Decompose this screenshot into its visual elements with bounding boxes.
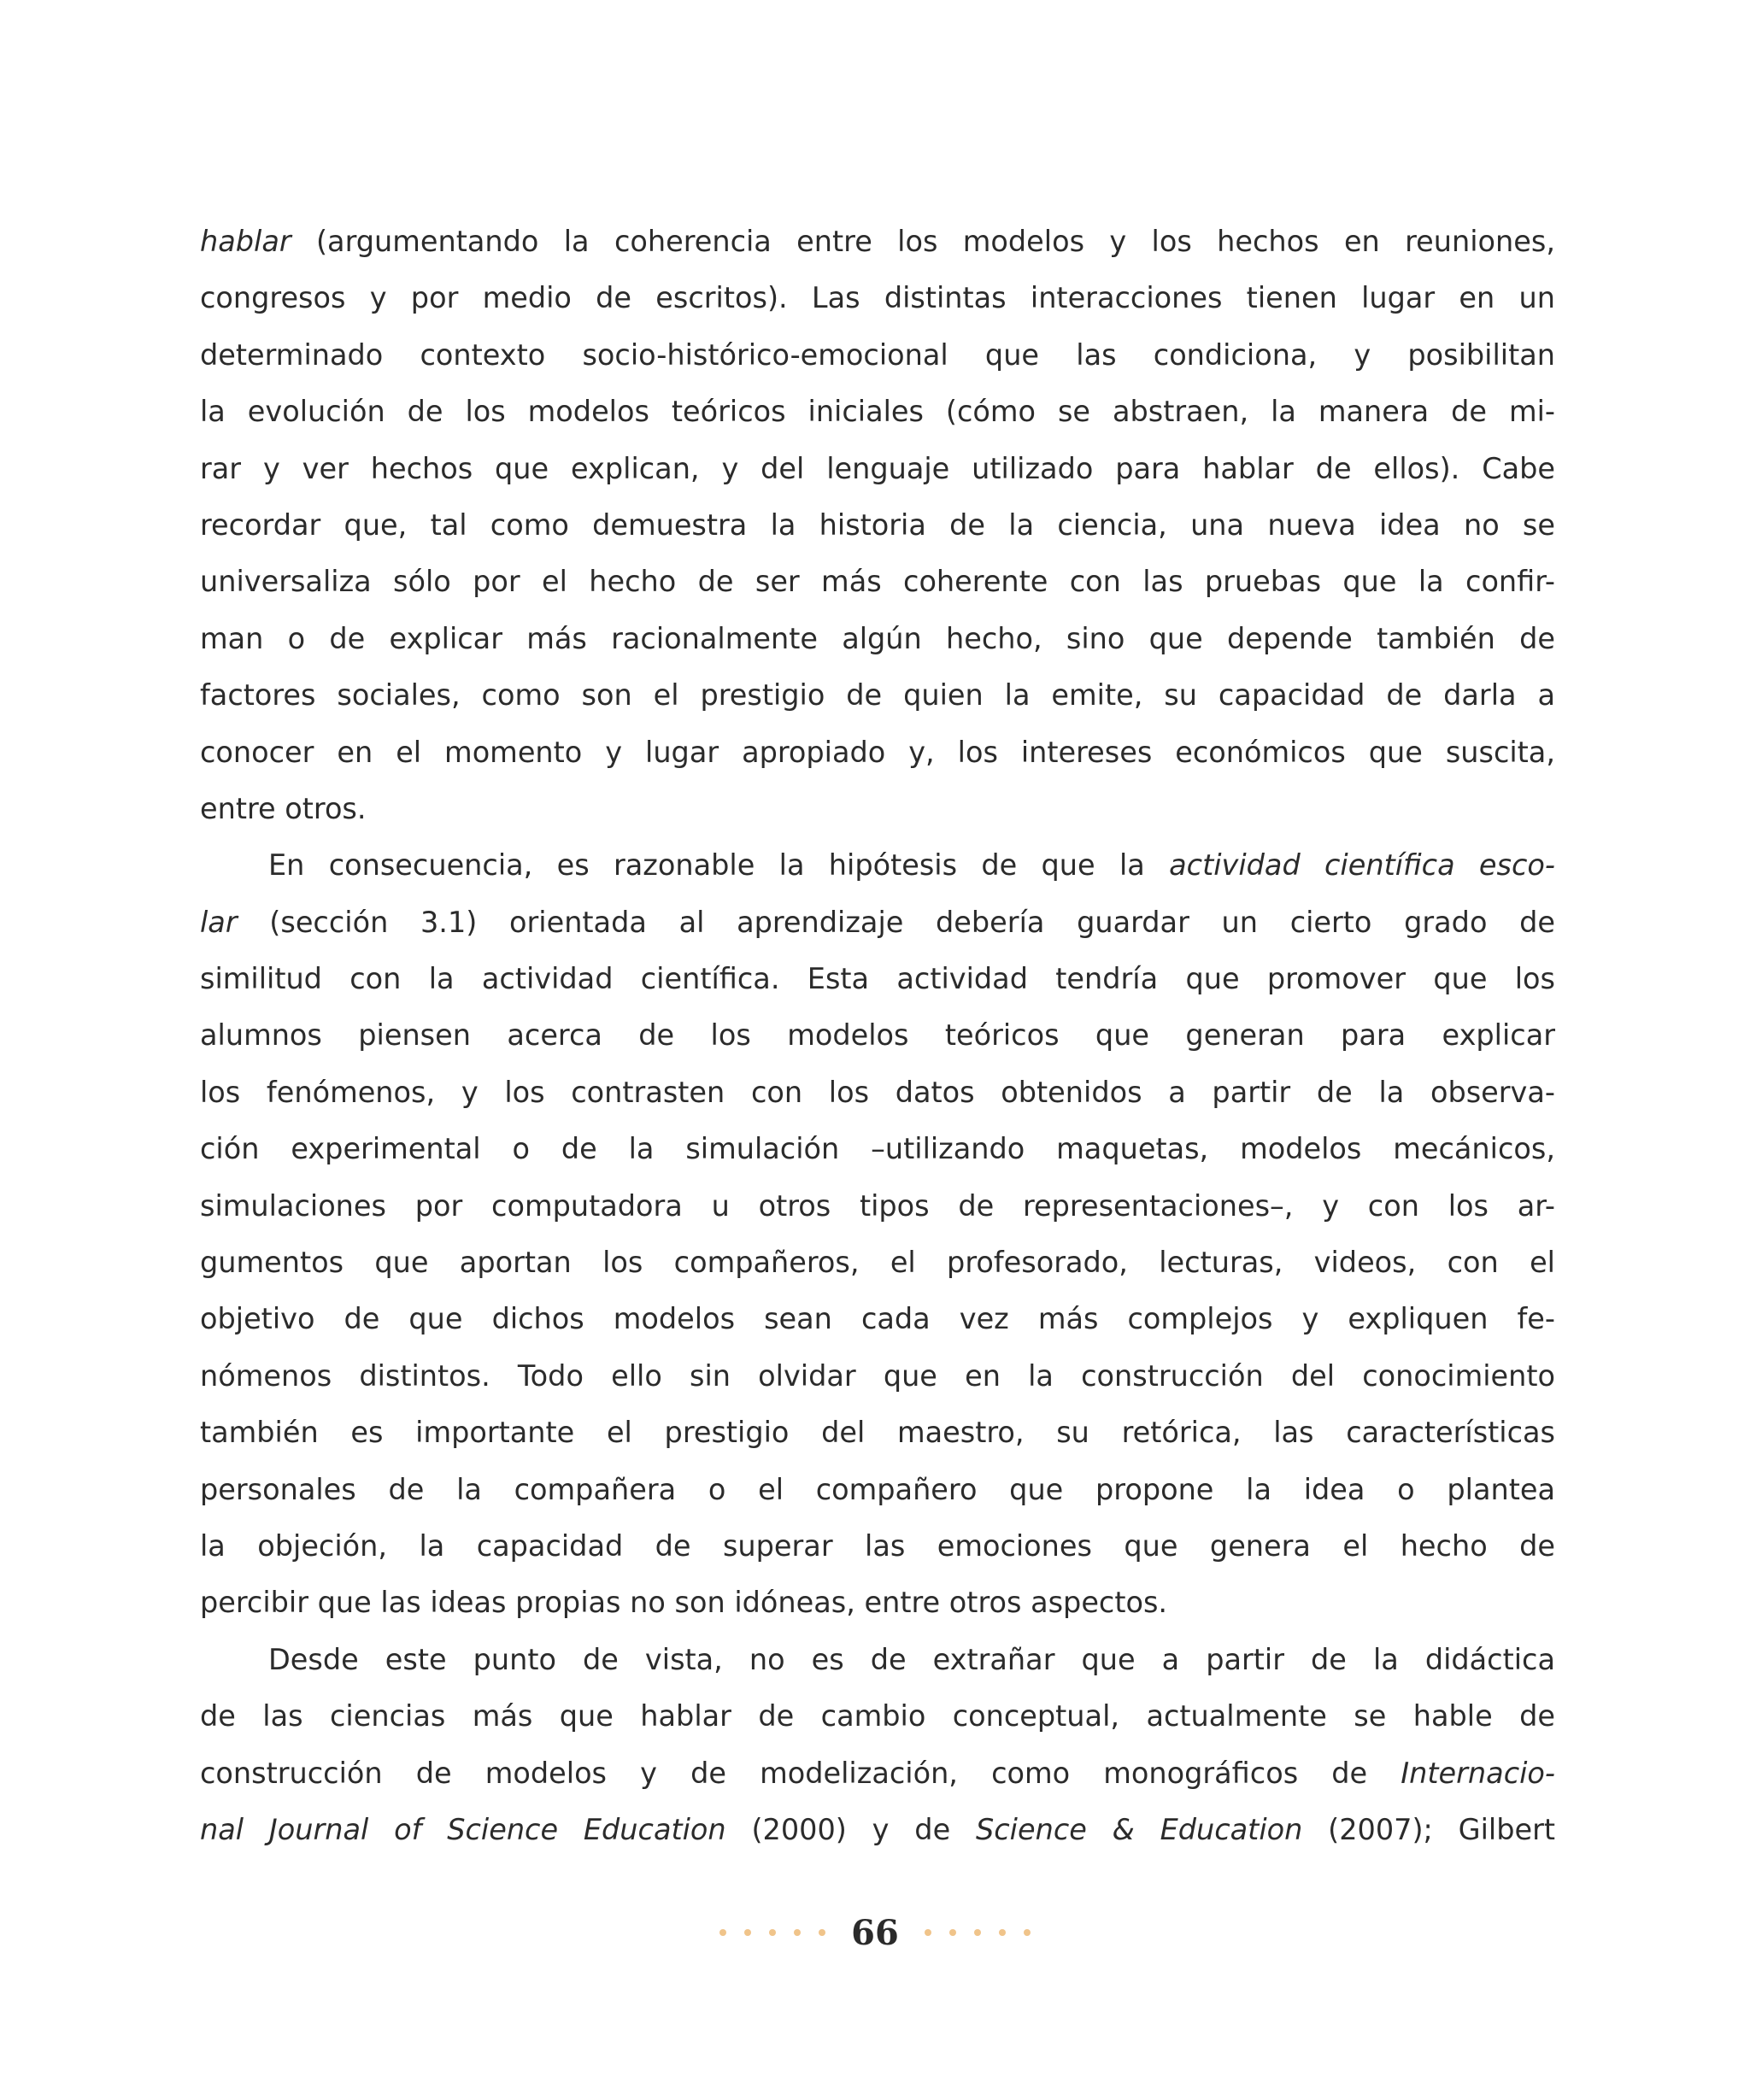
text-segment: (sección 3.1) orientada al aprendizaje debería guardar un cierto grado de bbox=[237, 905, 1555, 939]
dot-ornament bbox=[819, 1929, 825, 1936]
text-line bbox=[200, 1121, 1555, 1177]
italic-text: lar bbox=[200, 905, 238, 939]
text-segment: conocer en el momento y lugar apropiado y, los intereses económicos que suscita, bbox=[200, 735, 1555, 769]
left-dots-ornament bbox=[719, 1929, 825, 1936]
text-segment: ción experimental o de la simulación –utilizando maquetas, modelos mecánicos, bbox=[200, 1132, 1555, 1166]
text-line bbox=[200, 1235, 1555, 1291]
italic-text: nal Journal of Science Education bbox=[200, 1812, 726, 1846]
text-segment: man o de explicar más racionalmente algún hecho, sino que depende también de bbox=[200, 621, 1555, 655]
text-segment: entre otros. bbox=[200, 791, 367, 825]
text-line bbox=[200, 1745, 1555, 1802]
dot-ornament bbox=[974, 1929, 981, 1936]
text-segment: percibir que las ideas propias no son idóneas, entre otros aspectos. bbox=[200, 1586, 1168, 1620]
text-segment: la evolución de los modelos teóricos iniciales (cómo se abstraen, la manera de mi- bbox=[200, 395, 1555, 429]
dot-ornament bbox=[925, 1929, 931, 1936]
text-line bbox=[200, 554, 1555, 610]
text-segment: nómenos distintos. Todo ello sin olvidar que en la construcción del conocimiento bbox=[200, 1358, 1555, 1393]
text-line bbox=[200, 895, 1555, 951]
text-line bbox=[200, 1405, 1555, 1461]
text-segment: recordar que, tal como demuestra la historia de la ciencia, una nueva idea no se bbox=[200, 507, 1555, 542]
text-segment: también es importante el prestigio del maestro, su retórica, las características bbox=[200, 1416, 1555, 1450]
text-segment: rar y ver hechos que explican, y del lenguaje utilizado para hablar de ellos). Cabe bbox=[200, 451, 1555, 485]
text-line bbox=[200, 1688, 1555, 1745]
text-line bbox=[200, 837, 1555, 894]
text-segment: la objeción, la capacidad de superar las emociones que genera el hecho de bbox=[200, 1528, 1555, 1563]
text-line bbox=[200, 1518, 1555, 1575]
italic-text: Science & Education bbox=[975, 1812, 1303, 1846]
text-segment: Desde este punto de vista, no es de extrañar que a partir de la didáctica bbox=[268, 1642, 1555, 1676]
text-line bbox=[200, 724, 1555, 781]
text-segment: gumentos que aportan los compañeros, el profesorado, lecturas, videos, con el bbox=[200, 1246, 1555, 1280]
dot-ornament bbox=[769, 1929, 776, 1936]
text-segment: En consecuencia, es razonable la hipótesis de que la bbox=[268, 848, 1170, 883]
text-segment: personales de la compañera o el compañero que propone la idea o plantea bbox=[200, 1472, 1555, 1506]
text-segment: (argumentando la coherencia entre los modelos y los hechos en reuniones, bbox=[291, 225, 1555, 258]
text-segment: de las ciencias más que hablar de cambio conceptual, actualmente se hable de bbox=[200, 1699, 1555, 1733]
italic-text: hablar bbox=[200, 225, 291, 258]
text-line bbox=[200, 497, 1555, 554]
text-line bbox=[200, 384, 1555, 440]
text-segment: simulaciones por computadora u otros tipos de representaciones–, y con los ar- bbox=[200, 1188, 1555, 1223]
right-dots-ornament bbox=[925, 1929, 1031, 1936]
page-number: 66 bbox=[851, 1912, 899, 1953]
text-segment: alumnos piensen acerca de los modelos teóricos que generan para explicar bbox=[200, 1018, 1555, 1053]
text-segment: (2000) y de bbox=[725, 1812, 976, 1846]
text-segment: determinado contexto socio-histórico-emocional que las condiciona, y posibilitan bbox=[200, 337, 1555, 372]
dot-ornament bbox=[949, 1929, 956, 1936]
text-line bbox=[200, 441, 1555, 497]
text-line bbox=[200, 1007, 1555, 1064]
text-line bbox=[200, 951, 1555, 1007]
dot-ornament bbox=[999, 1929, 1006, 1936]
text-line bbox=[200, 667, 1555, 724]
text-line bbox=[200, 1291, 1555, 1347]
dot-ornament bbox=[1024, 1929, 1031, 1936]
text-line bbox=[200, 1178, 1555, 1235]
text-segment: similitud con la actividad científica. Esta actividad tendría que promover que los bbox=[200, 962, 1555, 996]
text-line bbox=[200, 1802, 1555, 1858]
text-segment: factores sociales, como son el prestigio de quien la emite, su capacidad de darla a bbox=[200, 678, 1555, 713]
text-line bbox=[200, 327, 1555, 384]
text-line bbox=[200, 1065, 1555, 1121]
italic-text: Internacio- bbox=[1401, 1756, 1555, 1790]
text-line bbox=[200, 214, 1555, 270]
text-line bbox=[200, 1462, 1555, 1518]
dot-ornament bbox=[794, 1929, 801, 1936]
body-text bbox=[200, 214, 1555, 1858]
dot-ornament bbox=[719, 1929, 726, 1936]
text-segment: objetivo de que dichos modelos sean cada vez más complejos y expliquen fe- bbox=[200, 1302, 1555, 1336]
text-segment: universaliza sólo por el hecho de ser más coherente con las pruebas que la confir- bbox=[200, 565, 1555, 599]
text-line bbox=[200, 1575, 1555, 1631]
italic-text: actividad científica esco- bbox=[1169, 848, 1555, 883]
text-line bbox=[200, 1632, 1555, 1688]
text-line bbox=[200, 781, 1555, 837]
text-segment: construcción de modelos y de modelización, como monográficos de bbox=[200, 1756, 1401, 1790]
dot-ornament bbox=[744, 1929, 751, 1936]
text-line bbox=[200, 611, 1555, 667]
text-segment: los fenómenos, y los contrasten con los datos obtenidos a partir de la observa- bbox=[200, 1075, 1555, 1109]
text-line bbox=[200, 270, 1555, 326]
text-segment: (2007); Gilbert bbox=[1302, 1812, 1556, 1846]
text-line bbox=[200, 1348, 1555, 1405]
page-footer bbox=[0, 1907, 1750, 1958]
text-segment: congresos y por medio de escritos). Las distintas interacciones tienen lugar en un bbox=[200, 281, 1555, 315]
